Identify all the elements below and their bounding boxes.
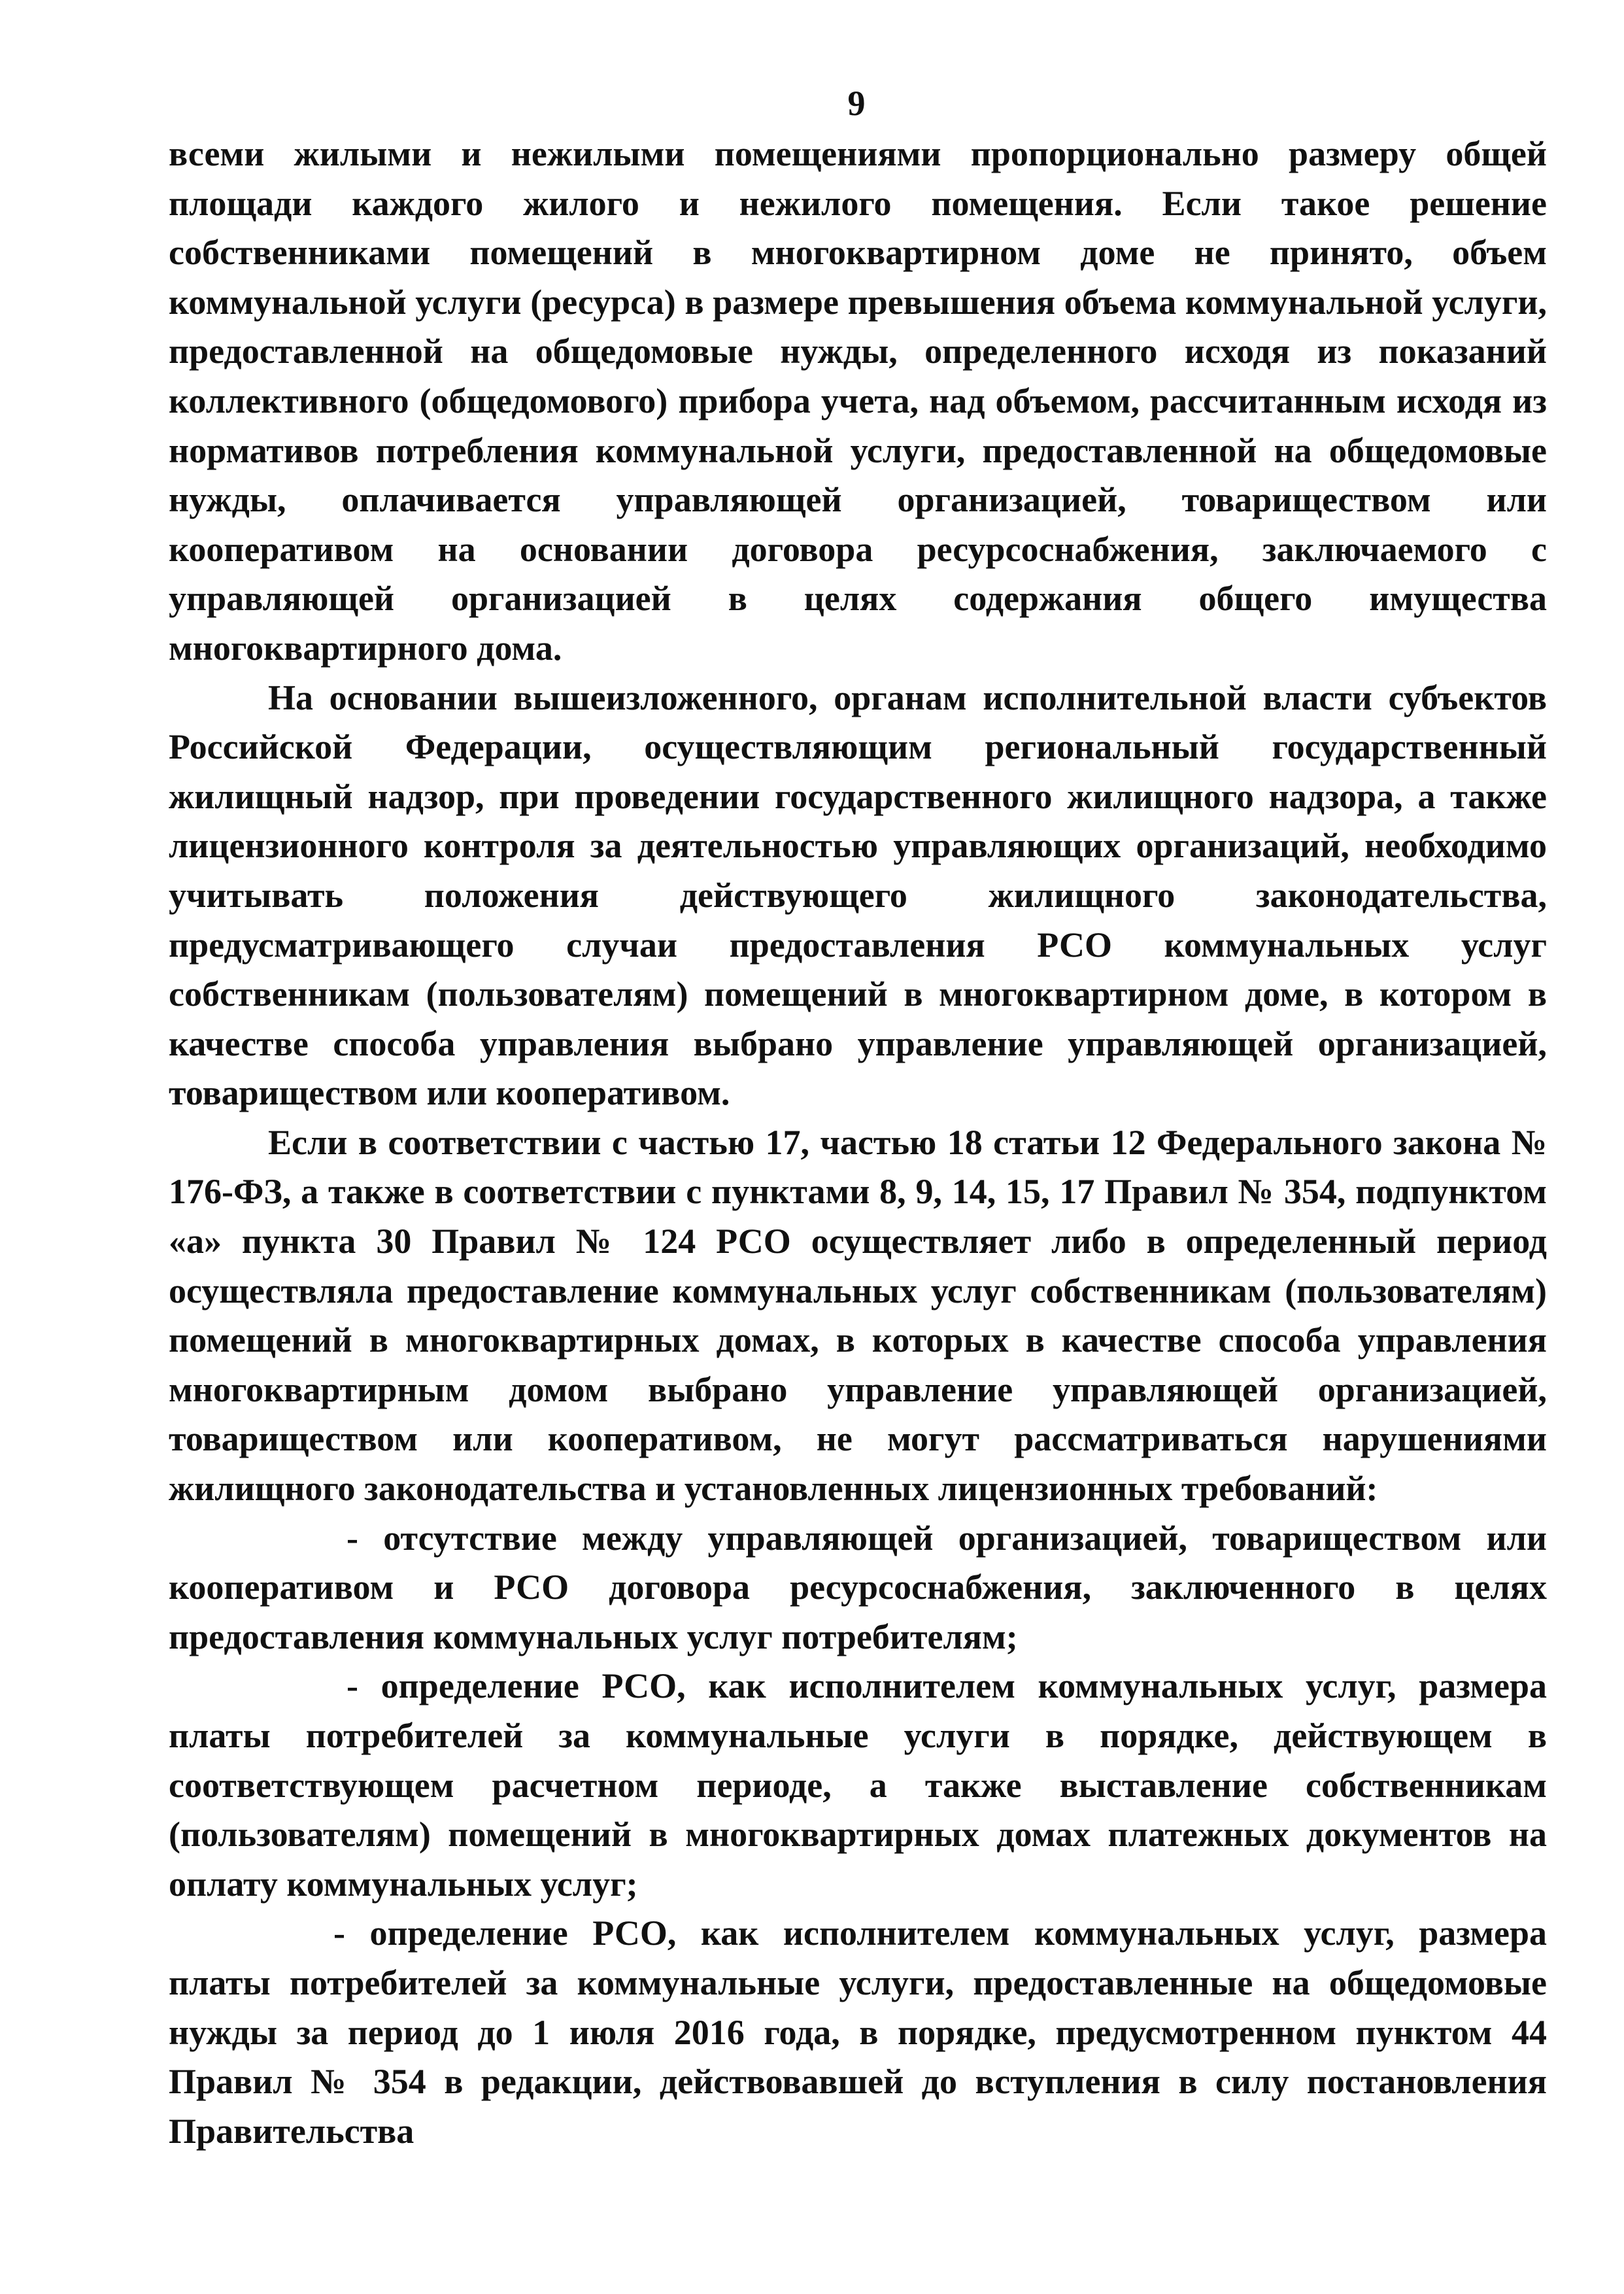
list-item-payment-calculation: - определение РСО, как исполнителем коммунальных услуг, размера платы потребителей за коммунальные услуги в порядке, действующем в соответствующем расчетном периоде, а также выставление собственникам (пользователям) помещений в многоквартирных домах платежных документов на оплату коммунальных услуг; [169, 1666, 1547, 1904]
paragraph-conclusion: На основании вышеизложенного, органам исполнительной власти субъектов Российской Федерации, осуществляющим региональный государственный жилищный надзор, при проведении государственного жилищного надзора, а также лицензионного контроля за деятельностью управляющих организаций, необходимо учитывать положения действующего жилищного законодательства, предусматривающего случаи предоставления РСО коммунальных услуг собственникам (пользователям) помещений в многоквартирном доме, в котором в качестве способа управления выбрано управление управляющей организацией, товариществом или кооперативом. [169, 677, 1547, 1113]
paragraph-continuation: всеми жилыми и нежилыми помещениями пропорционально размеру общей площади каждого жилого и нежилого помещения. Если такое решение собственниками помещений в многоквартирном доме не принято, объем коммунальной услуги (ресурса) в размере превышения объема коммунальной услуги, предоставленной на общедомовые нужды, определенного исходя из показаний коллективного (общедомового) прибора учета, над объемом, рассчитанным исходя из нормативов потребления коммунальной услуги, предоставленной на общедомовые нужды, оплачивается управляющей организацией, товариществом или кооперативом на основании договора ресурсоснабжения, заключаемого с управляющей организацией в целях содержания общего имущества многоквартирного дома. [169, 134, 1547, 668]
document-body [169, 129, 1547, 2156]
list-item-common-needs-payment: - определение РСО, как исполнителем коммунальных услуг, размера платы потребителей за коммунальные услуги, предоставленные на общедомовые нужды за период до 1 июля 2016 года, в порядке, предусмотренном пунктом 44 Правил № 354 в редакции, действовавшей до вступления в силу постановления Правительства [169, 1913, 1547, 2151]
paragraph-conditions: Если в соответствии с частью 17, частью 18 статьи 12 Федерального закона № 176-ФЗ, а также в соответствии с пунктами 8, 9, 14, 15, 17 Правил № 354, подпунктом «а» пункта 30 Правил № 124 РСО осуществляет либо в определенный период осуществляла предоставление коммунальных услуг собственникам (пользователям) помещений в многоквартирных домах, в которых в качестве способа управления многоквартирным домом выбрано управление управляющей организацией, товариществом или кооперативом, не могут рассматриваться нарушениями жилищного законодательства и установленных лицензионных требований: [169, 1122, 1547, 1509]
list-item-no-contract: - отсутствие между управляющей организацией, товариществом или кооперативом и РСО договора ресурсоснабжения, заключенного в целях предоставления коммунальных услуг потребителям; [169, 1518, 1547, 1656]
page-number: 9 [847, 84, 866, 123]
